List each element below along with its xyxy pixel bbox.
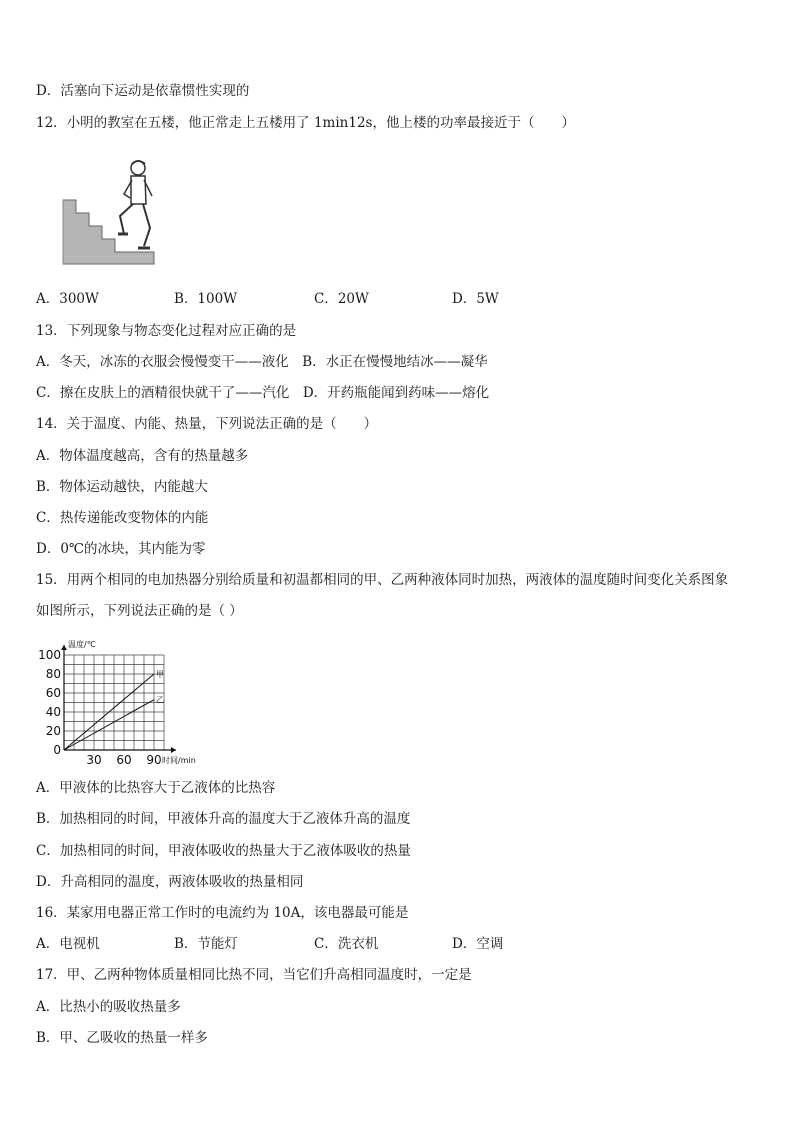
q16-stem: 16．某家用电器正常工作时的电流约为 10A，该电器最可能是 — [36, 905, 409, 921]
q17-option-b: B．甲、乙吸收的热量一样多 — [36, 1030, 208, 1046]
y-tick-label: 20 — [45, 724, 61, 738]
series-line — [64, 700, 154, 750]
q14-option-a: A．物体温度越高，含有的热量越多 — [36, 448, 249, 464]
q15-option-d: D．升高相同的温度，两液体吸收的热量相同 — [36, 874, 304, 890]
q14-option-c: C．热传递能改变物体的内能 — [36, 510, 209, 526]
q13-options-ab: A．冬天，冰冻的衣服会慢慢变干——液化 B．水正在慢慢地结冰——凝华 — [36, 354, 488, 370]
series-label: 乙 — [156, 695, 164, 705]
q15-stem-line2: 如图所示，下列说法正确的是（ ） — [36, 603, 243, 619]
q12-stem: 12．小明的教室在五楼，他正常走上五楼用了 1min12s，他上楼的功率最接近于（ ） — [36, 115, 575, 131]
q16-option: B．节能灯 — [174, 936, 238, 952]
q12-option: C．20W — [314, 291, 369, 307]
series-label: 甲 — [156, 670, 164, 679]
q13-options-cd: C．擦在皮肤上的酒精很快就干了——汽化 D．开药瓶能闻到药味——熔化 — [36, 385, 490, 401]
y-axis-arrow — [61, 645, 67, 650]
q13-stem: 13．下列现象与物态变化过程对应正确的是 — [36, 323, 297, 339]
q17-option-a: A．比热小的吸收热量多 — [36, 999, 181, 1015]
temperature-time-chart — [30, 632, 210, 768]
q15-stem-line1: 15．用两个相同的电加热器分别给质量和初温都相同的甲、乙两种液体同时加热，两液体的温度随时间变化关系图象 — [36, 572, 729, 588]
q12-option: B．100W — [174, 291, 238, 307]
q14-option-b: B．物体运动越快，内能越大 — [36, 479, 208, 495]
y-tick-label: 80 — [45, 667, 61, 681]
q14-option-d: D．0℃的冰块，其内能为零 — [36, 541, 206, 557]
y-tick-label: 40 — [45, 705, 61, 719]
q16-option: C．洗衣机 — [314, 936, 379, 952]
q12-option: A．300W — [36, 291, 99, 307]
q15-option-b: B．加热相同的时间，甲液体升高的温度大于乙液体升高的温度 — [36, 811, 411, 827]
x-axis-label: 时间/min — [162, 756, 196, 765]
q14-stem: 14．关于温度、内能、热量，下列说法正确的是（ ） — [36, 416, 378, 432]
q15-option-c: C．加热相同的时间，甲液体吸收的热量大于乙液体吸收的热量 — [36, 843, 411, 859]
y-tick-label: 60 — [45, 686, 61, 700]
y-axis-label: 温度/℃ — [68, 640, 96, 649]
q17-stem: 17．甲、乙两种物体质量相同比热不同，当它们升高相同温度时，一定是 — [36, 967, 472, 983]
x-tick-label: 90 — [146, 753, 162, 767]
q12-option: D．5W — [452, 291, 499, 307]
stairs-climber-illustration — [58, 158, 170, 268]
y-tick-label: 100 — [38, 648, 61, 662]
q11-option-d: D．活塞向下运动是依靠惯性实现的 — [36, 83, 250, 99]
x-tick-label: 30 — [86, 753, 102, 767]
q16-option: A．电视机 — [36, 936, 100, 952]
x-axis-arrow — [171, 747, 176, 753]
y-tick-label: 0 — [53, 743, 61, 757]
x-tick-label: 60 — [116, 753, 132, 767]
q15-option-a: A．甲液体的比热容大于乙液体的比热容 — [36, 780, 276, 796]
q16-option: D．空调 — [452, 936, 504, 952]
